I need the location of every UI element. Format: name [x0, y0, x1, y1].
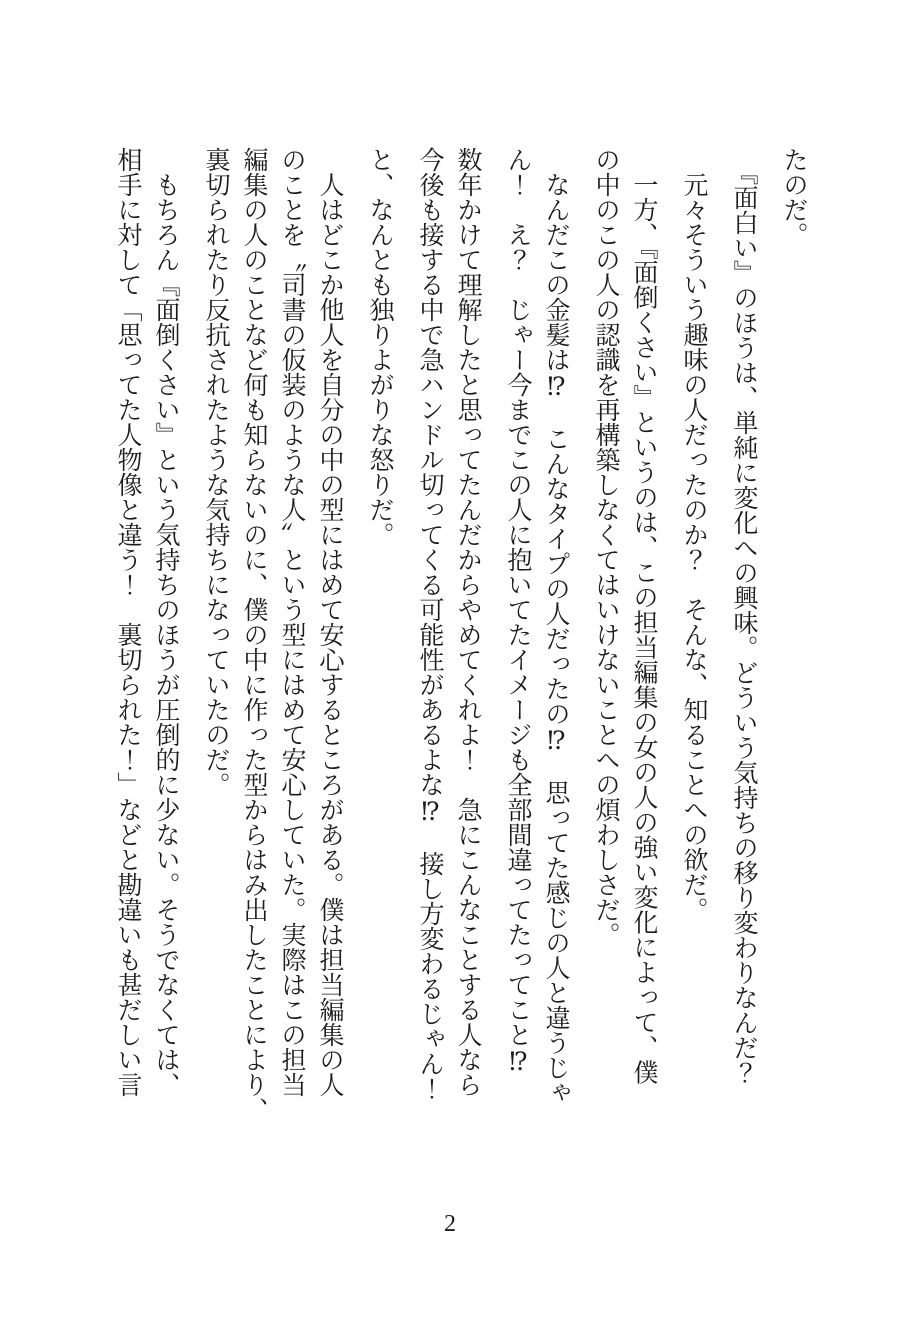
text-line: 元々そういう趣味の人だったのか？ そんな、知ることへの欲だ。 — [680, 172, 707, 922]
text-line: 一方、『面倒くさい』というのは、この担当編集の女の人の強い変化によって、僕 — [630, 172, 657, 1085]
text-line: ん！ え？ じゃー今までこの人に抱いてたイメージも全部間違ってたってこと⁉ — [504, 147, 531, 1076]
text-line: 『面白い』のほうは、単純に変化への興味。どういう気持ちの移り変わりなんだ？ — [730, 159, 757, 1085]
paragraph — [774, 147, 812, 1099]
text-line: と、なんとも独りよがりな怒りだ。 — [366, 147, 393, 547]
page-number: 2 — [444, 1211, 456, 1237]
text-line: 人はどこか他人を自分の中の型にはめて安心するところがある。僕は担当編集の人 — [316, 172, 343, 1097]
text-line: の中のこの人の認識を再構築しなくてはいけないことへの煩わしさだ。 — [592, 147, 619, 947]
text-line: 数年かけて理解したと思ってたんだからやめてくれよ！ 急にこんなことする人なら — [454, 147, 481, 1097]
paragraph — [586, 147, 662, 1099]
text-line: なんだこの金髪は⁉ こんなタイプの人だったの⁉ 思ってた感じの人と違うじゃ — [542, 172, 569, 1105]
paragraph — [498, 147, 574, 1105]
text-line: もちろん『面倒くさい』という気持ちのほうが圧倒的に少ない。そうでなくては、 — [152, 172, 179, 1097]
text-line: たのだ。 — [780, 147, 807, 247]
text-line: 相手に対して「思ってた人物像と違う！ 裏切られた！」などと勘違いも甚だしい言 — [114, 147, 141, 1097]
paragraph — [724, 147, 762, 1099]
paragraph — [674, 147, 712, 1099]
text-line: のことを〝司書の仮装のような人〟という型にはめて安心していた。実際はこの担当 — [278, 147, 305, 1097]
paragraph — [410, 147, 486, 1099]
paragraph — [360, 147, 398, 1099]
text-line: 編集の人のことなど何も知らないのに、僕の中に作った型からはみ出したことにより、 — [240, 147, 267, 1122]
paragraph — [108, 147, 184, 1099]
text-line: 裏切られたり反抗されたような気持ちになっていたのだ。 — [202, 147, 229, 797]
paragraph — [196, 147, 348, 1122]
vertical-text-body — [108, 147, 812, 1122]
text-line: 今後も接する中で急ハンドル切ってくる可能性があるよな⁉ 接し方変わるじゃん！ — [416, 147, 443, 1101]
